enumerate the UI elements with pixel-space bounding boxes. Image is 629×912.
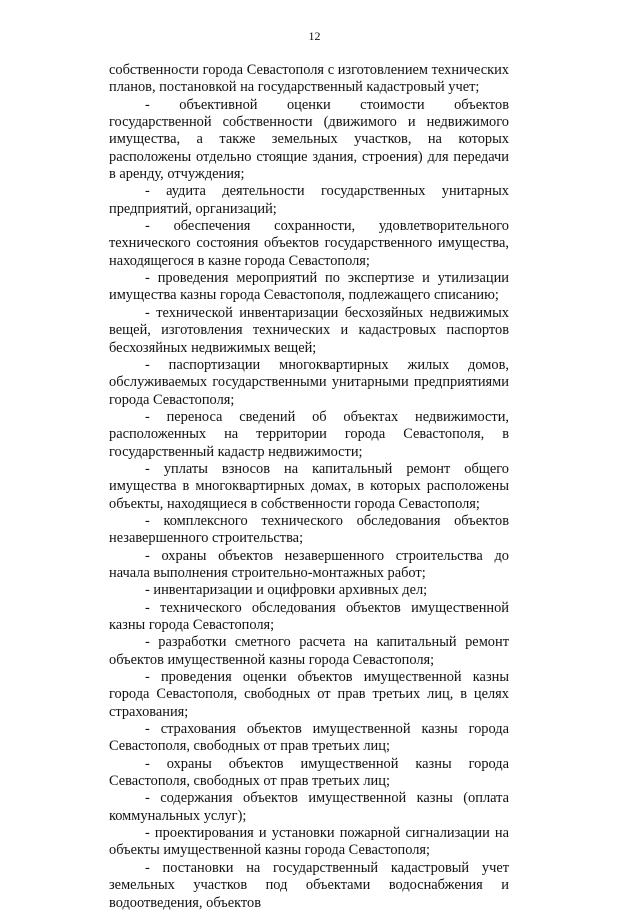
page-number: 12	[308, 29, 321, 43]
list-item-construction-security: - охраны объектов незавершенного строительства до начала выполнения строительно-монтажных работ;	[109, 547, 509, 581]
list-item-technical-inventory: - технической инвентаризации бесхозяйных недвижимых вещей, изготовления технических и кадастровых паспортов бесхозяйных недвижимых вещей;	[109, 304, 509, 356]
list-item-repair-contributions: - уплаты взносов на капитальный ремонт общего имущества в многоквартирных домах, в которых расположены объекты, находящиеся в собственности города Севастополя;	[109, 460, 509, 512]
list-item-maintenance: - содержания объектов имущественной казны (оплата коммунальных услуг);	[109, 790, 509, 824]
list-item-construction-survey: - комплексного технического обследования объектов незавершенного строительства;	[109, 512, 509, 547]
document-body	[109, 62, 509, 912]
list-item-archive-digitization: - инвентаризации и оцифровки архивных дел;	[145, 582, 428, 599]
list-item-treasury-survey: - технического обследования объектов имущественной казны города Севастополя;	[109, 599, 509, 633]
list-item-insurance: - страхования объектов имущественной казны города Севастополя, свободных от прав третьих лиц;	[109, 721, 509, 755]
list-item-cadastre-transfer: - переноса сведений об объектах недвижимости, расположенных на территории города Севастополя, в государственный кадастр недвижимости;	[109, 408, 509, 460]
list-item-audit: - аудита деятельности государственных унитарных предприятий, организаций;	[109, 183, 509, 217]
list-item-fire-alarm: - проектирования и установки пожарной сигнализации на объекты имущественной казны города Севастополя;	[109, 825, 509, 859]
list-item-certification: - паспортизации многоквартирных жилых домов, обслуживаемых государственными унитарными предприятиями города Севастополя;	[109, 356, 509, 408]
list-item-objective-valuation: - объективной оценки стоимости объектов государственной собственности (движимого и недвижимого имущества, а также земельных участков, на которых расположены отдельно стоящие здания, строения) для передачи в аренду, отчуждения;	[109, 96, 509, 183]
list-item-safekeeping: - обеспечения сохранности, удовлетворительного технического состояния объектов государственного имущества, находящегося в казне города Севастополя;	[109, 218, 509, 269]
list-item-insurance-valuation: - проведения оценки объектов имущественной казны города Севастополя, свободных от прав третьих лиц, в целях страхования;	[109, 669, 509, 720]
list-item-cost-estimate: - разработки сметного расчета на капитальный ремонт объектов имущественной казны города Севастополя;	[109, 634, 509, 668]
list-item-land-registration: - постановки на государственный кадастровый учет земельных участков под объектами водоснабжения и водоотведения, объектов	[109, 859, 509, 911]
list-item-treasury-security: - охраны объектов имущественной казны города Севастополя, свободных от прав третьих лиц;	[109, 755, 509, 790]
paragraph-continuation: собственности города Севастополя с изготовлением технических планов, постановкой на государственный кадастровый учет;	[109, 62, 509, 96]
list-item-expertise-disposal: - проведения мероприятий по экспертизе и утилизации имущества казны города Севастополя, подлежащего списанию;	[109, 270, 509, 304]
